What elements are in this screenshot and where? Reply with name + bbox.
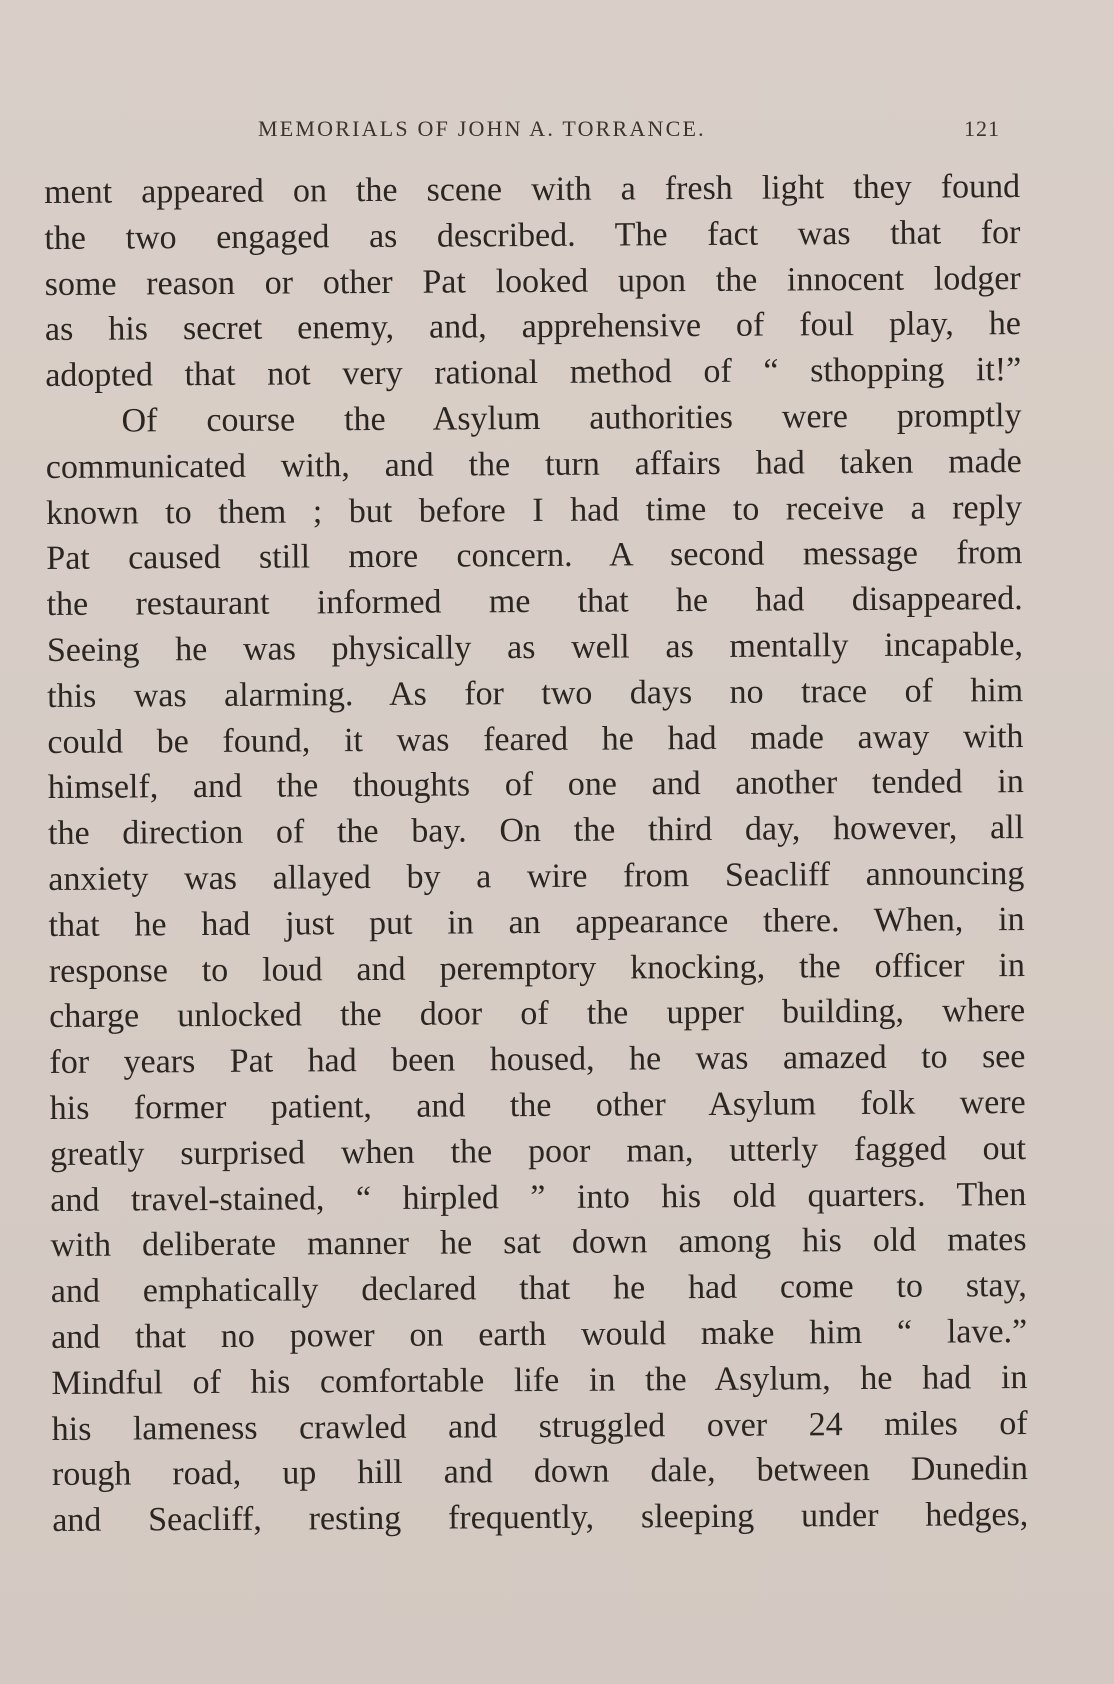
text-line: with deliberate manner he sat down among his old mates: [50, 1221, 1027, 1265]
running-head: [255, 116, 1000, 148]
text-line: and travel-stained, “ hirpled ” into his old quarters. Then: [50, 1175, 1027, 1219]
text-line: rough road, up hill and down dale, between Dunedin: [51, 1450, 1029, 1494]
text-line: for years Pat had been housed, he was amazed to see: [49, 1038, 1026, 1082]
text-line: known to them ; but before I had time to receive a reply: [45, 488, 1023, 532]
text-line: his former patient, and the other Asylum folk were: [49, 1083, 1026, 1127]
page-number: 121: [964, 116, 1000, 141]
body-text: [44, 164, 1028, 1544]
text-line: the restaurant informed me that he had disappeared.: [46, 580, 1023, 624]
text-line: the two engaged as described. The fact was that for: [44, 213, 1021, 257]
text-line: response to loud and peremptory knocking, the officer in: [48, 946, 1025, 990]
text-line: that he had just put in an appearance there. When, in: [48, 900, 1025, 944]
text-line: his lameness crawled and struggled over 24 miles of: [51, 1404, 1028, 1448]
running-title: MEMORIALS OF JOHN A. TORRANCE.: [258, 116, 706, 141]
text-line: communicated with, and the turn affairs had taken made: [45, 442, 1022, 486]
text-line: this was alarming. As for two days no trace of him: [47, 671, 1024, 715]
text-line: could be found, it was feared he had made away with: [47, 717, 1024, 761]
text-line: anxiety was allayed by a wire from Seacliff announcing: [48, 854, 1025, 898]
text-line: Pat caused still more concern. A second message from: [46, 534, 1023, 578]
text-line: greatly surprised when the poor man, utterly fagged out: [49, 1129, 1027, 1173]
text-line: the direction of the bay. On the third day, however, all: [47, 809, 1025, 853]
text-line: and Seacliff, resting frequently, sleeping under hedges,: [52, 1496, 1029, 1540]
text-line: adopted that not very rational method of “ sthopping it!”: [45, 351, 1022, 395]
paragraph-first-line: Of course the Asylum authorities were promptly: [121, 397, 1022, 440]
text-line: some reason or other Pat looked upon the innocent lodger: [44, 259, 1021, 303]
text-line: Seeing he was physically as well as mentally incapable,: [46, 625, 1024, 669]
text-line: charge unlocked the door of the upper building, where: [49, 992, 1026, 1036]
text-line: ment appeared on the scene with a fresh light they found: [44, 168, 1021, 211]
text-line: and emphatically declared that he had come to stay,: [50, 1267, 1027, 1311]
text-line: himself, and the thoughts of one and another tended in: [47, 763, 1024, 807]
text-line: as his secret enemy, and, apprehensive of foul play, he: [44, 305, 1022, 349]
text-line: and that no power on earth would make him “ lave.”: [51, 1312, 1028, 1356]
text-line: Mindful of his comfortable life in the Asylum, he had in: [51, 1358, 1028, 1402]
